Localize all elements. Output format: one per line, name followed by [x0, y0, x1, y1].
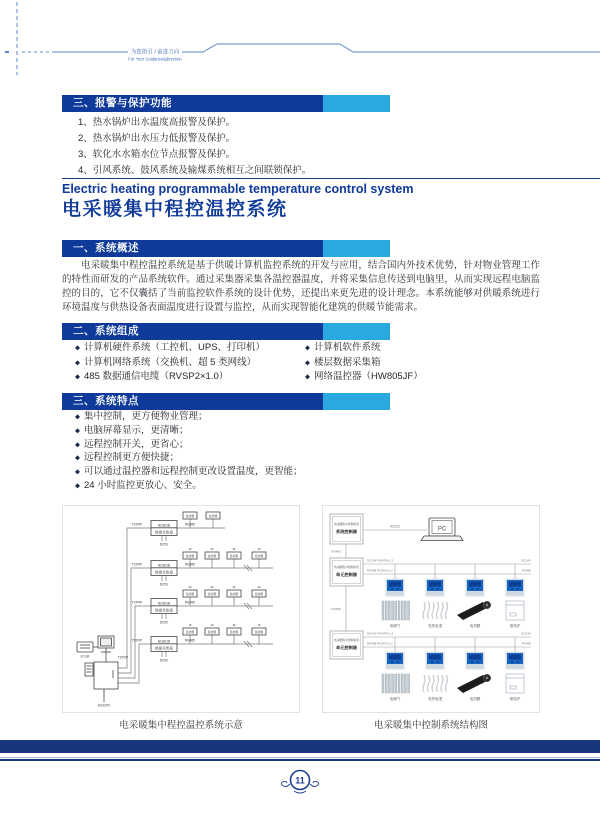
printer-icon — [77, 642, 93, 652]
product-title-en: Electric heating programmable temperature control system — [62, 182, 414, 196]
dc5v-label: DC5V — [159, 620, 169, 625]
device-label: 发热电缆 — [427, 697, 443, 701]
computer-cluster — [77, 636, 118, 702]
printer-label: 打印机 — [80, 654, 90, 659]
ups-icon — [85, 663, 93, 676]
list-item — [75, 424, 303, 438]
list-item-label: 可以通过温控器和远程控制更改设置温度，更智能； — [84, 466, 303, 478]
section-title: 三、系统特点 — [62, 393, 323, 410]
product-title-zh: 电采暖集中程控温控系统 — [62, 199, 288, 220]
diamond-bullet-icon: ◆ — [75, 468, 80, 476]
header-tagline-en: For Your Guidance&direction — [128, 56, 182, 62]
collector-name-label: 数据采集箱 — [155, 570, 173, 575]
collector-model-label: NG301B — [157, 523, 171, 528]
device-label: 电暖气 — [389, 697, 401, 701]
diamond-bullet-icon: ◆ — [75, 454, 80, 462]
list-item — [75, 410, 303, 424]
unit-tag: 2# — [210, 586, 214, 589]
unit-tag: 2# — [210, 548, 214, 551]
collector-model-label: NG301B — [157, 563, 171, 568]
structure-diagram — [323, 506, 539, 712]
section-bar-accent — [323, 240, 390, 257]
section-title: 三、报警与保护功能 — [62, 95, 323, 112]
unit-controller-label: 单元控制器 — [336, 645, 357, 650]
rs485-label: RS485 — [331, 549, 341, 554]
rs485-label: RS485 — [185, 522, 195, 527]
footer-rule-light — [0, 757, 600, 758]
header-rule-line — [182, 44, 600, 52]
ac220v-label: AC220V — [97, 703, 111, 708]
dc24v-label: DC24V — [521, 558, 531, 563]
collector-name-label: 数据采集箱 — [155, 608, 173, 613]
section-bar-accent — [323, 95, 390, 112]
unit-tag: 3# — [232, 586, 236, 589]
tcpip-label: TCP/IP — [131, 638, 143, 643]
computer-cabinet-icon — [94, 662, 118, 689]
system-name-label: 电采暖集中控制系统 — [333, 638, 360, 642]
section-header-features — [62, 393, 390, 410]
tcpip-label: TCP/IP — [131, 522, 143, 527]
rs485-label: RS485 — [185, 600, 195, 605]
unit-controller-label: 单元控制器 — [336, 572, 357, 577]
rs485-cable-label: RS485 RVSP2×1.2 — [367, 641, 393, 646]
overview-paragraph: 电采暖集中程控温控系统是基于供暖计算机监控系统的开发与应用，结合国内外技术优势，针对物业管理工作的特性而研发的产品系统软件。通过采集器采集各温控器温度，并将采集信息传送到电脑里，从而实现远程电脑监控的目的，它不仅囊括了当前监控软件系统的设计优势，还提出来更先进的设计理念。本系统能够对供暖系统进行环境温度与供热设备表面温度进行设置与监控，从而实现智能化建筑的供暖节能需求。 — [62, 260, 540, 313]
section-bar-accent — [323, 323, 390, 340]
footer-rule-dark — [0, 759, 600, 761]
thermostat-label: 温控器 — [254, 629, 264, 634]
list-item-label: 计算机网络系统（交换机、超 5 类网线） — [84, 356, 257, 368]
list-item-label: 485 数据通信电缆（RVSP2×1.0） — [84, 371, 229, 382]
diamond-bullet-icon: ◆ — [75, 344, 80, 352]
list-item — [305, 341, 535, 356]
diamond-bullet-icon: ◆ — [75, 482, 80, 490]
list-item: 3、软化水水箱水位节点报警及保护。 — [78, 149, 236, 160]
list-item-label: 网络温控器（HW805JF） — [314, 371, 423, 382]
rs485-label: RS485 — [185, 562, 195, 567]
device-label: 电热膜 — [469, 624, 481, 628]
diamond-bullet-icon: ◆ — [75, 373, 80, 381]
components-list — [75, 341, 535, 385]
list-item: 4、引风系统、鼓风系统及输煤系统相互之间联锁保护。 — [78, 165, 312, 176]
list-item-label: 集中控制，更方便物业管理； — [84, 411, 208, 422]
diamond-bullet-icon: ◆ — [75, 359, 80, 366]
unit-tag: 4# — [257, 586, 261, 589]
diamond-bullet-icon: ◆ — [75, 427, 80, 435]
thermostat-label: 温控器 — [207, 629, 217, 634]
thermostat-label: 温控器 — [254, 591, 264, 596]
list-item-label: 计算机软件系统 — [314, 342, 381, 353]
section-header-components — [62, 323, 390, 340]
unit-tag: 3# — [232, 548, 236, 551]
section-title: 二、系统组成 — [62, 323, 323, 340]
list-item — [75, 341, 305, 356]
thermostat-label: 温控器 — [207, 553, 217, 558]
page-number-ornament — [278, 766, 322, 796]
thermostat-label: 温控器 — [208, 513, 218, 518]
section-title: 一、系统概述 — [62, 240, 323, 257]
dc5v-label: DC5V — [159, 542, 169, 547]
tcpip-label: TCP/IP — [131, 600, 143, 605]
unit-tag: 3# — [232, 624, 236, 627]
tcpip-label: TCP/IP — [131, 562, 143, 567]
alarm-protection-list — [78, 115, 311, 179]
unit-tag: 4# — [257, 624, 261, 627]
rs485-label: RS485 — [331, 607, 341, 611]
unit-tag: 4# — [257, 548, 261, 551]
network-thermostats — [386, 579, 524, 669]
page-number: 11 — [295, 775, 305, 786]
collector-name-label: 数据采集箱 — [155, 530, 173, 535]
diamond-bullet-icon: ◆ — [75, 441, 80, 449]
diamond-bullet-icon: ◆ — [305, 344, 310, 352]
dc24v-cable-label: DC24V RVVP2×1.2 — [367, 631, 394, 636]
system-name-label: 电采暖集中控制系统 — [333, 565, 360, 569]
thermostat-label: 温控器 — [229, 591, 239, 596]
rs232-label: RS232 — [390, 524, 400, 529]
system-name-label: 电采暖集中控制系统 — [333, 522, 360, 526]
dc5v-label: DC5V — [159, 658, 169, 663]
section-header-alarm — [62, 95, 390, 112]
header-decoration — [0, 0, 600, 80]
footer-bar — [0, 740, 600, 753]
header-tagline-zh: 为您指引 / 前进方向 — [130, 49, 180, 56]
unit-tag: 1# — [188, 548, 192, 551]
collector-model-label: NG301B — [157, 601, 171, 606]
thermostat-label: 温控器 — [229, 553, 239, 558]
list-item-label: 远程控制开关，更省心； — [84, 438, 189, 450]
diamond-bullet-icon: ◆ — [75, 413, 80, 421]
list-item — [305, 370, 535, 385]
device-label: 发热电缆 — [427, 624, 443, 628]
dc5v-label: DC5V — [159, 582, 169, 587]
device-label: 电暖气 — [389, 624, 401, 628]
list-item-label: 楼层数据采集箱 — [314, 356, 381, 368]
structure-diagram-panel — [322, 505, 540, 713]
thermostat-label: 温控器 — [185, 629, 195, 634]
list-item-label: 远程控制更方便快捷； — [84, 452, 180, 464]
list-item: 1、热水锅炉出水温度高报警及保护。 — [78, 117, 236, 128]
unit-tag: 1# — [188, 586, 192, 589]
unit-tag: 1# — [188, 624, 192, 627]
unit-tag: 2# — [210, 624, 214, 627]
dc24v-cable-label: DC24V RVVP2×1.2 — [367, 558, 394, 563]
pc-label: PC — [437, 526, 447, 533]
collector-model-label: NG301B — [157, 639, 171, 644]
list-item-label: 24 小时监控更放心、安全。 — [84, 479, 202, 491]
features-list — [75, 410, 303, 493]
right-diagram-caption: 电采暖集中控制系统结构图 — [373, 720, 488, 731]
topology-diagram — [63, 506, 299, 712]
dc24v-label: DC24V — [521, 631, 531, 636]
device-label: 壁挂炉 — [509, 697, 521, 701]
thermostat-label: 温控器 — [207, 591, 217, 596]
title-divider — [62, 178, 600, 179]
section-header-overview — [62, 240, 390, 257]
rs485-label: RS485 — [521, 641, 531, 646]
list-item — [75, 479, 303, 493]
thermostat-label: 温控器 — [229, 629, 239, 634]
thermostat-label: 温控器 — [185, 513, 195, 518]
collector-name-label: 数据采集箱 — [155, 646, 173, 651]
diamond-bullet-icon: ◆ — [305, 373, 310, 381]
list-item: 2、热水锅炉出水压力低报警及保护。 — [78, 133, 236, 144]
list-item — [75, 356, 305, 371]
list-item — [75, 370, 305, 385]
tcpip-label: TCP/IP — [117, 655, 129, 660]
left-diagram-caption: 电采暖集中程控温控系统示意 — [119, 720, 243, 731]
device-label: 壁挂炉 — [509, 624, 521, 628]
thermostat-label: 温控器 — [254, 553, 264, 558]
rs485-label: RS485 — [521, 568, 531, 573]
list-item-label: 计算机硬件系统（工控机、UPS、打印机） — [84, 342, 266, 353]
topology-diagram-panel — [62, 505, 300, 713]
list-item — [75, 438, 303, 452]
rs485-cable-label: RS485 RVSP2×1.2 — [367, 568, 393, 573]
list-item — [75, 465, 303, 479]
heating-devices — [382, 674, 524, 693]
diamond-bullet-icon: ◆ — [305, 359, 310, 366]
thermostat-label: 温控器 — [185, 553, 195, 558]
rs485-label: RS485 — [185, 638, 195, 643]
list-item — [75, 451, 303, 465]
section-bar-accent — [323, 393, 390, 410]
system-controller-label: 系统控制器 — [336, 529, 357, 534]
heating-devices — [382, 601, 524, 620]
list-item-label: 电脑屏幕显示，更清晰； — [84, 424, 189, 436]
thermostat-label: 温控器 — [185, 591, 195, 596]
list-item — [305, 356, 535, 371]
device-label: 电热膜 — [469, 697, 481, 701]
